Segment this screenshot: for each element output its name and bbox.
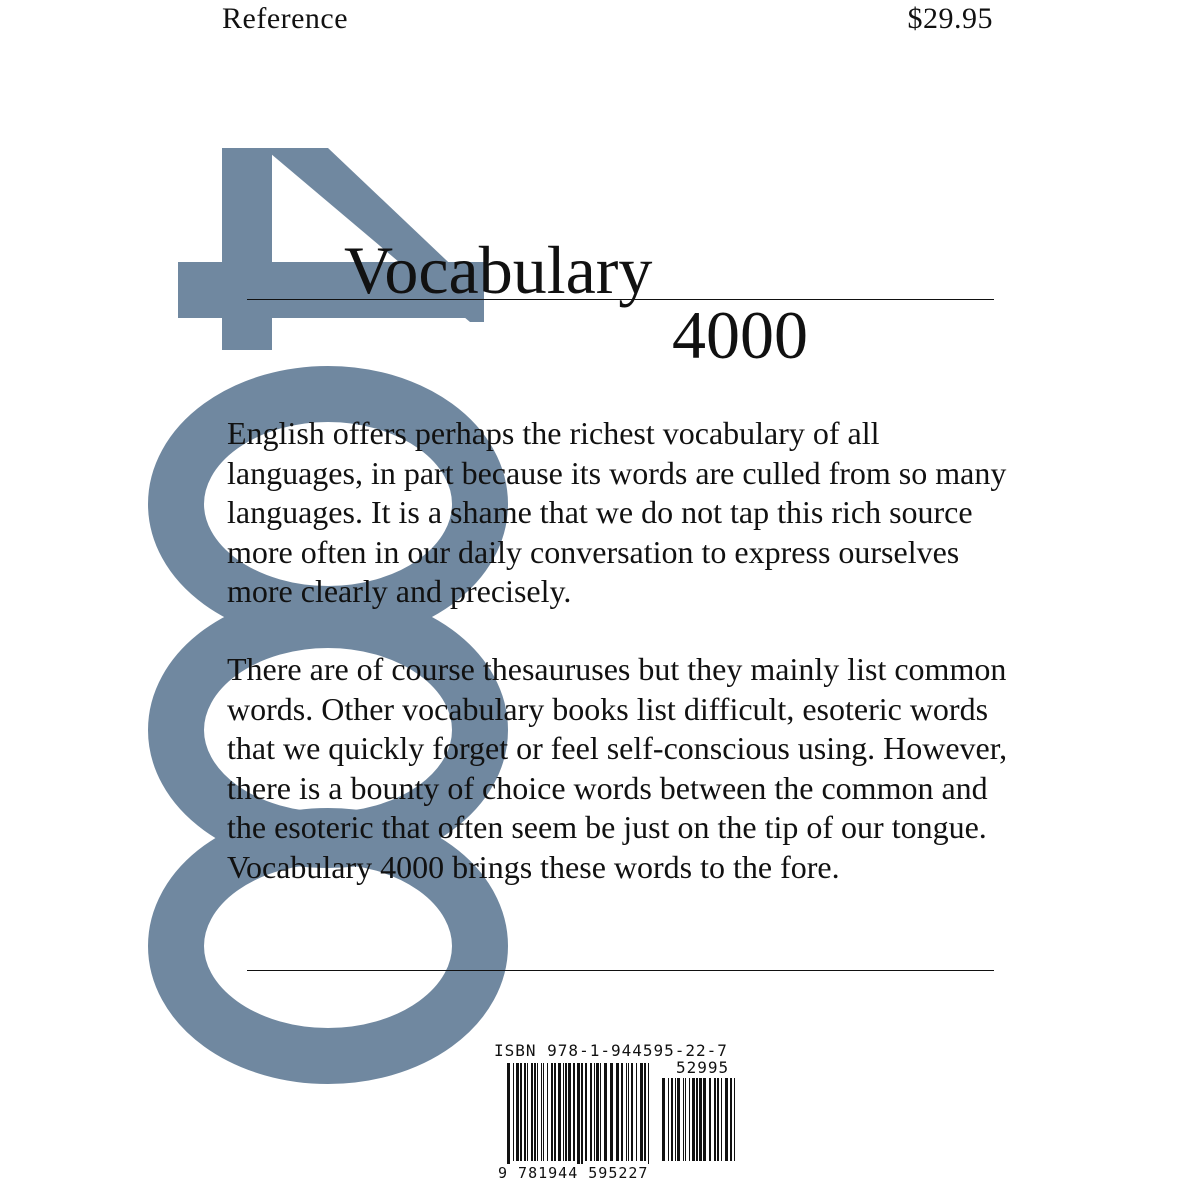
barcode-bar xyxy=(709,1078,711,1161)
barcode-bar xyxy=(610,1063,613,1161)
barcode-bar xyxy=(516,1063,519,1161)
barcode-bar xyxy=(513,1063,514,1161)
barcode-bar xyxy=(551,1063,553,1161)
barcode-bar xyxy=(600,1063,601,1161)
barcode-bar xyxy=(594,1063,595,1161)
barcode-bar xyxy=(565,1063,567,1161)
barcode-bar xyxy=(725,1078,728,1161)
barcode-bar xyxy=(734,1078,735,1161)
barcode-bar xyxy=(640,1063,643,1161)
barcode-bar xyxy=(648,1063,649,1171)
barcode-bar xyxy=(636,1063,637,1161)
barcode-bar xyxy=(604,1063,607,1161)
barcode-bar xyxy=(703,1078,706,1161)
barcode-bar xyxy=(662,1078,665,1161)
price-label: $29.95 xyxy=(907,2,993,35)
barcode-bar xyxy=(596,1063,599,1161)
barcode-bar xyxy=(685,1078,686,1161)
book-subtitle: 4000 xyxy=(672,297,808,373)
barcode-bar xyxy=(717,1078,719,1161)
barcode-bar xyxy=(677,1078,680,1161)
barcode-bar xyxy=(537,1063,538,1161)
barcode-bar xyxy=(626,1063,627,1161)
barcode-bar xyxy=(534,1063,536,1161)
barcode-bar xyxy=(628,1063,629,1161)
barcode-bar xyxy=(692,1078,695,1161)
barcode-bar xyxy=(721,1078,722,1161)
isbn-label: ISBN 978-1-944595-22-7 xyxy=(494,1041,728,1060)
barcode-bar xyxy=(683,1078,684,1161)
numeral-four-stem xyxy=(222,148,272,350)
barcode-price-code: 52995 xyxy=(676,1058,730,1077)
barcode-bar xyxy=(554,1063,556,1161)
barcode-bar xyxy=(527,1063,528,1161)
barcode-bar xyxy=(563,1063,564,1161)
isbn-barcode xyxy=(505,1063,655,1171)
barcode-bar xyxy=(524,1063,526,1161)
barcode-bar xyxy=(531,1063,533,1161)
barcode-bar xyxy=(675,1078,676,1161)
barcode-bar xyxy=(616,1063,619,1161)
barcode-bar xyxy=(714,1078,716,1161)
barcode-digits: 9 781944 595227 xyxy=(498,1164,649,1182)
barcode-bar xyxy=(730,1078,732,1161)
barcode-bar xyxy=(581,1063,583,1171)
barcode-bar xyxy=(541,1063,542,1161)
barcode-bar xyxy=(558,1063,561,1161)
barcode-bar xyxy=(573,1063,575,1161)
book-title: Vocabulary xyxy=(344,232,653,308)
bottom-rule xyxy=(247,970,994,971)
barcode-bar xyxy=(631,1063,633,1161)
category-label: Reference xyxy=(222,2,349,35)
description-paragraph-1: English offers perhaps the richest vocabulary of all languages, in part because its words are culled from so many languages. It is a shame that we do not tap this rich source more often in our daily conversation to express ourselves more clearly and precisely. xyxy=(227,415,1007,609)
barcode-bar xyxy=(543,1063,544,1161)
description-paragraph-2: There are of course thesauruses but they mainly list common words. Other vocabulary books list difficult, esoteric words that we quickly forget or feel self-conscious using. However, there is a bounty of choice words between the common and the esoteric that often seem be just on the tip of our tongue. Vocabulary 4000 brings these words to the fore. xyxy=(227,651,1008,885)
barcode-bar xyxy=(590,1063,592,1161)
barcode-bar xyxy=(568,1063,571,1161)
barcode-bar xyxy=(671,1078,673,1161)
barcode-bar xyxy=(699,1078,702,1161)
barcode-bar xyxy=(696,1078,698,1161)
barcode-bar xyxy=(577,1063,580,1171)
barcode-bar xyxy=(689,1078,690,1161)
barcode-bar xyxy=(621,1063,623,1161)
barcode-bar xyxy=(507,1063,510,1171)
price-addon-barcode xyxy=(660,1078,740,1171)
barcode-bar xyxy=(585,1063,587,1161)
barcode-bar xyxy=(520,1063,522,1161)
barcode-bar xyxy=(547,1063,548,1161)
barcode-bar xyxy=(668,1078,669,1161)
barcode-bar xyxy=(644,1063,646,1161)
